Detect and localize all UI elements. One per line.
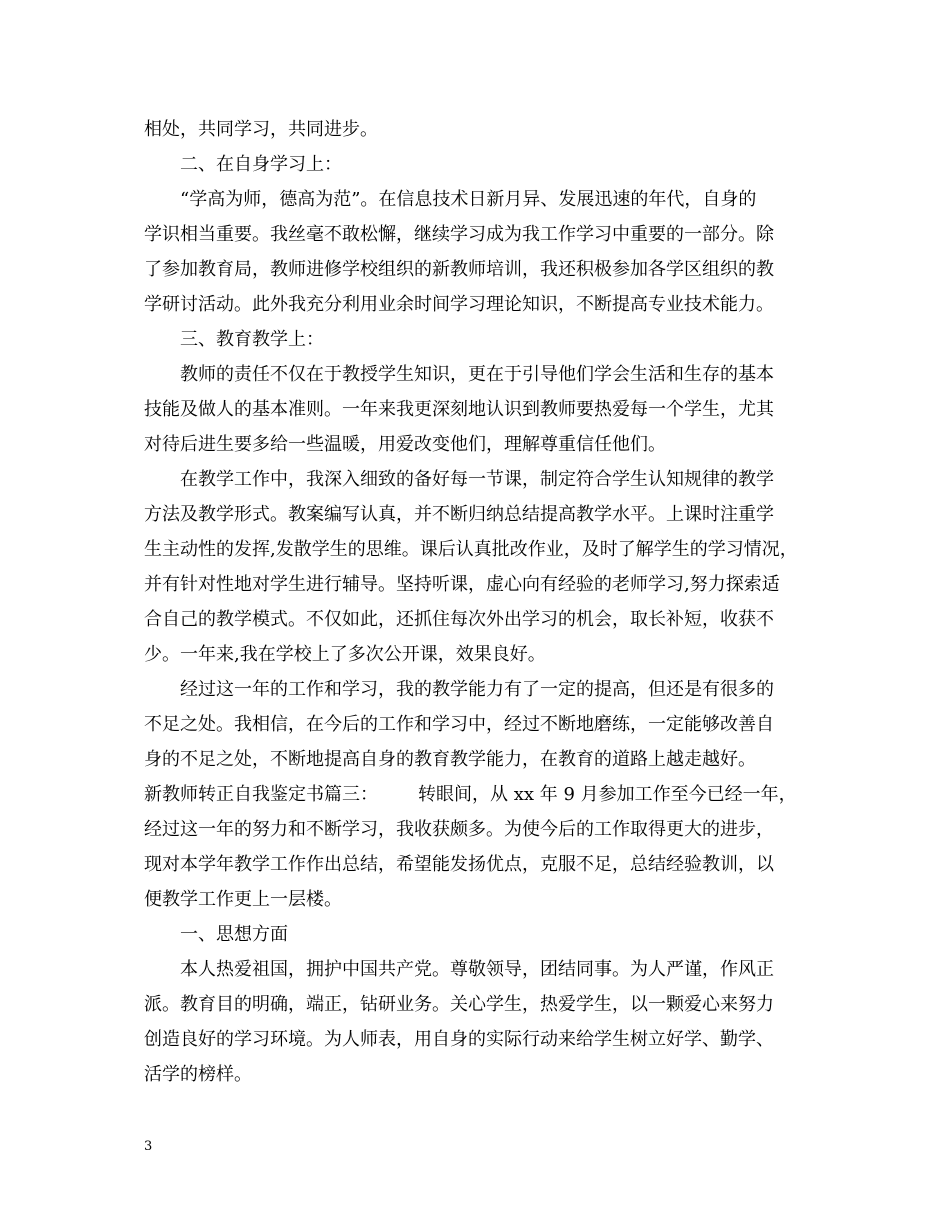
text-line: 在教学工作中，我深入细致的备好每一节课，制定符合学生认知规律的教学 (180, 469, 774, 490)
text-line: 现对本学年教学工作作出总结，希望能发扬优点，克服不足，总结经验教训，以 (144, 854, 774, 875)
text-line: 一、思想方面 (180, 924, 288, 945)
section-intro: 转眼间，从 xx 年 9 月参加工作至今已经一年， (418, 784, 797, 805)
text-line: 并有针对性地对学生进行辅导。坚持听课，虚心向有经验的老师学习,努力探索适 (144, 574, 780, 595)
text-line: 合自己的教学模式。不仅如此，还抓住每次外出学习的机会，取长补短，收获不 (144, 609, 774, 630)
text-line: 本人热爱祖国，拥护中国共产党。尊敬领导，团结同事。为人严谨，作风正 (180, 959, 774, 980)
text-line: “学高为师，德高为范”。在信息技术日新月异、发展迅速的年代，自身的 (180, 189, 757, 210)
text-line: 技能及做人的基本准则。一年来我更深刻地认识到教师要热爱每一个学生，尤其 (144, 399, 774, 420)
text-line: 派。教育目的明确，端正，钻研业务。关心学生，热爱学生，以一颗爱心来努力 (144, 994, 774, 1015)
text-line: 学识相当重要。我丝毫不敢松懈，继续学习成为我工作学习中重要的一部分。除 (144, 224, 774, 245)
text-line: 了参加教育局，教师进修学校组织的新教师培训，我还积极参加各学区组织的教 (144, 259, 774, 280)
text-line: 经过这一年的努力和不断学习，我收获颇多。为使今后的工作取得更大的进步， (144, 819, 774, 840)
document-body (144, 112, 814, 1092)
text-line: 创造良好的学习环境。为人师表，用自身的实际行动来给学生树立好学、勤学、 (144, 1029, 774, 1050)
text-line: 活学的榜样。 (144, 1064, 252, 1085)
text-line: 三、教育教学上： (180, 329, 324, 350)
text-line: 对待后进生要多给一些温暖，用爱改变他们，理解尊重信任他们。 (144, 434, 666, 455)
section-title: 新教师转正自我鉴定书篇三： (144, 784, 378, 805)
section-heading-line (144, 777, 814, 812)
text-line: 方法及教学形式。教案编写认真，并不断归纳总结提高教学水平。上课时注重学 (144, 504, 774, 525)
text-line: 不足之处。我相信，在今后的工作和学习中，经过不断地磨练，一定能够改善自 (144, 714, 774, 735)
page-number: 3 (144, 1139, 153, 1154)
text-line: 身的不足之处，不断地提高自身的教育教学能力，在教育的道路上越走越好。 (144, 749, 756, 770)
text-line: 教师的责任不仅在于教授学生知识，更在于引导他们学会生活和生存的基本 (180, 364, 774, 385)
text-line: 经过这一年的工作和学习，我的教学能力有了一定的提高，但还是有很多的 (180, 679, 774, 700)
text-line: 二、在自身学习上： (180, 154, 342, 175)
text-line: 学研讨活动。此外我充分利用业余时间学习理论知识，不断提高专业技术能力。 (144, 294, 774, 315)
text-line: 少。一年来,我在学校上了多次公开课，效果良好。 (144, 644, 546, 665)
text-line: 生主动性的发挥,发散学生的思维。课后认真批改作业，及时了解学生的学习情况， (144, 539, 798, 560)
text-line: 相处，共同学习，共同进步。 (144, 119, 378, 140)
text-line: 便教学工作更上一层楼。 (144, 889, 342, 910)
